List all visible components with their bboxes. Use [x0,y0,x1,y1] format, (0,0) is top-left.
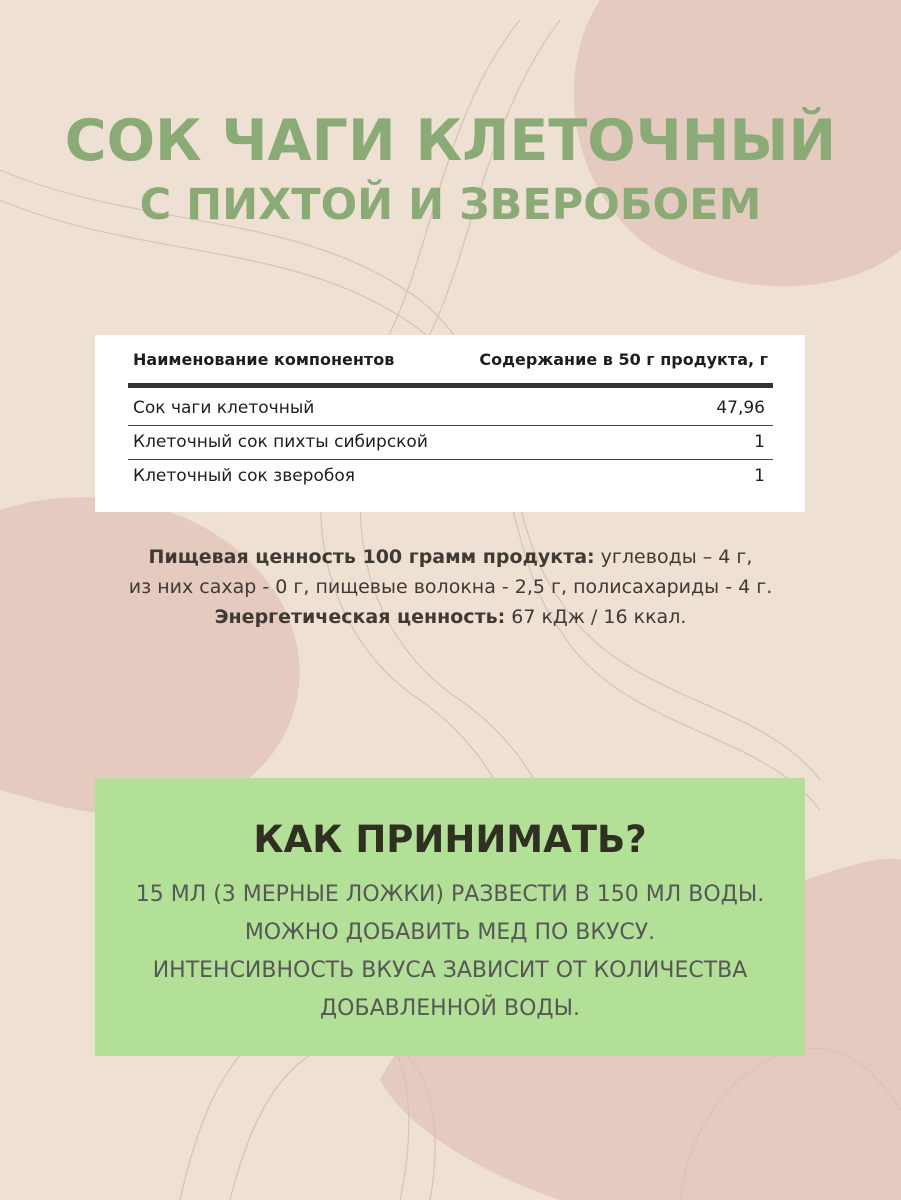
energy-label: Энергетическая ценность: [214,606,506,628]
component-value: 1 [754,432,765,452]
instruction-line: ДОБАВЛЕННОЙ ВОДЫ. [319,996,581,1021]
header-content: Содержание в 50 г продукта, г [479,350,768,369]
table-row [128,392,773,426]
nutrition-label: Пищевая ценность 100 грамм продукта: [148,546,595,568]
component-name: Клеточный сок зверобоя [133,466,355,486]
nutrition-line-1 [0,542,901,572]
nutrition-info [0,542,901,632]
how-to-take-box [95,778,805,1056]
energy-line [0,602,901,632]
instruction-line: МОЖНО ДОБАВИТЬ МЕД ПО ВКУСУ. [244,920,656,945]
nutrition-carbs: углеводы – 4 г, [594,546,753,568]
nutrition-line-2: из них сахар - 0 г, пищевые волокна - 2,5 г, полисахариды - 4 г. [128,576,773,598]
how-to-instructions [95,876,805,1028]
component-name: Клеточный сок пихты сибирской [133,432,428,452]
table-header [128,349,773,388]
energy-value: 67 кДж / 16 ккал. [505,606,687,628]
instruction-line: ИНТЕНСИВНОСТЬ ВКУСА ЗАВИСИТ ОТ КОЛИЧЕСТВА [152,958,748,983]
component-value: 47,96 [716,398,765,418]
composition-table [95,335,805,512]
table-row [128,426,773,460]
instruction-line: 15 МЛ (3 МЕРНЫЕ ЛОЖКИ) РАЗВЕСТИ В 150 МЛ ВОДЫ. [135,882,765,907]
table-row [128,460,773,493]
component-value: 1 [754,466,765,486]
header-components: Наименование компонентов [133,350,395,369]
component-name: Сок чаги клеточный [133,398,315,418]
how-to-title: КАК ПРИНИМАТЬ? [253,818,647,861]
page-title: СОК ЧАГИ КЛЕТОЧНЫЙ [64,108,837,174]
page-subtitle: С ПИХТОЙ И ЗВЕРОБОЕМ [139,180,762,230]
